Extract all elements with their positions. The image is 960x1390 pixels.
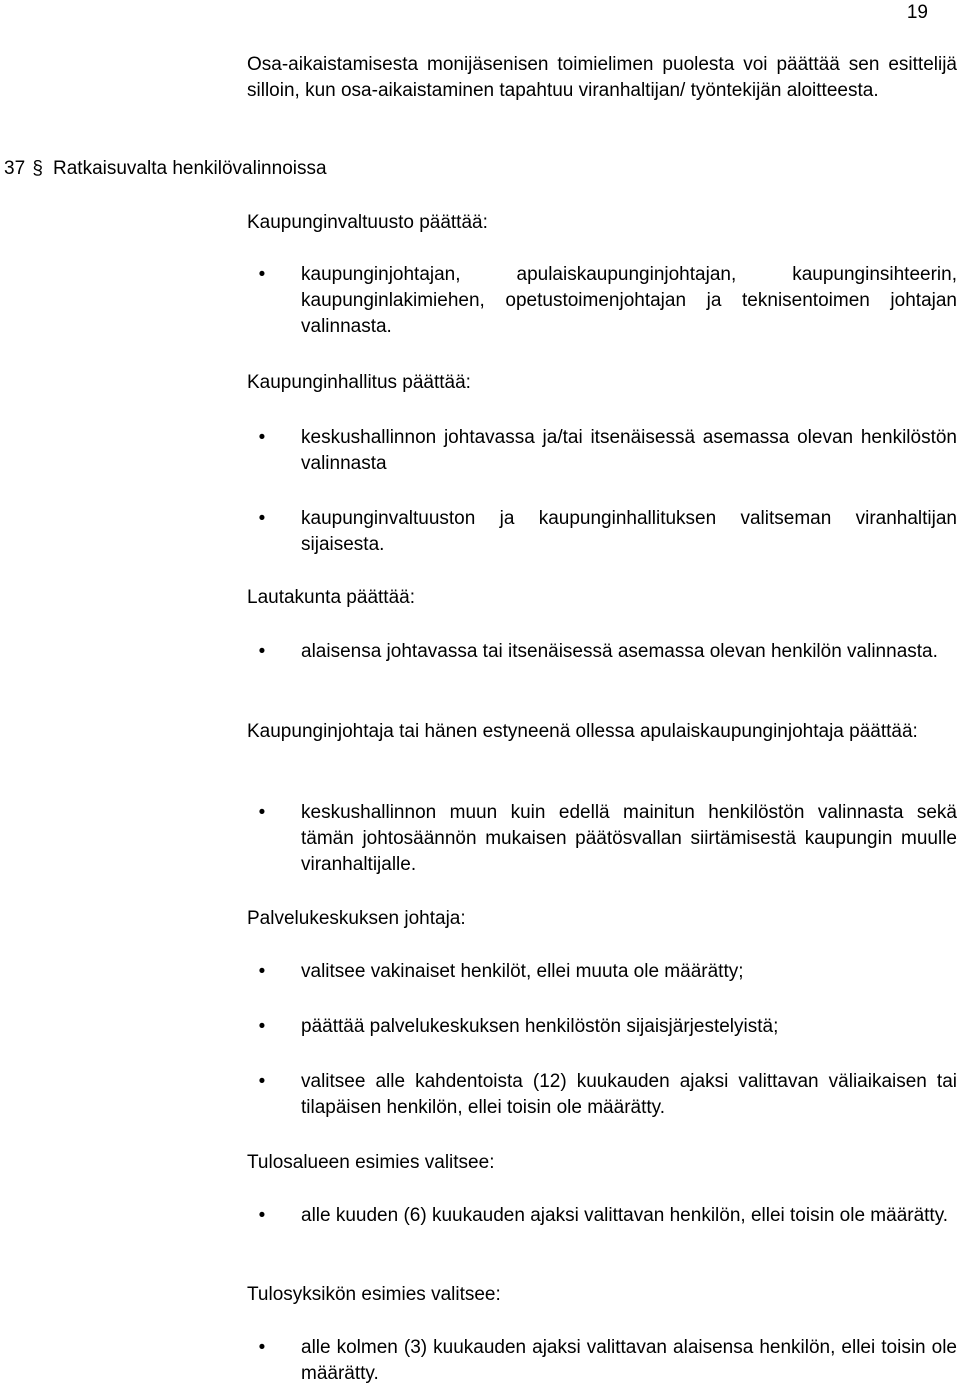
bullet-icon: • xyxy=(258,1205,266,1226)
bullet-icon: • xyxy=(258,264,266,285)
section-title: Ratkaisuvalta henkilövalinnoissa xyxy=(53,158,327,179)
list-item-text: alaisensa johtavassa tai itsenäisessä asemassa olevan henkilön valinnasta. xyxy=(301,641,938,662)
intro-paragraph: Osa-aikaistamisesta monijäsenisen toimielimen puolesta voi päättää sen esittelijä silloin, kun osa-aikaistaminen tapahtuu viranhaltijan/ työntekijän aloitteesta. xyxy=(247,54,957,101)
block-label-kaupunginvaltuusto: Kaupunginvaltuusto päättää: xyxy=(247,212,488,233)
block-label-palvelukeskuksen-johtaja: Palvelukeskuksen johtaja: xyxy=(247,908,466,929)
section-number: 37 xyxy=(4,158,26,179)
bullet-icon: • xyxy=(258,1337,266,1358)
bullet-icon: • xyxy=(258,427,266,448)
list-item-text: keskushallinnon muun kuin edellä mainitun henkilöstön valinnasta sekä tämän johtosäännön mukaisen päätösvallan siirtämisestä kaupungin muulle viranhaltijalle. xyxy=(301,802,957,875)
bullet-icon: • xyxy=(258,508,266,529)
block-label-tulosyksikon-esimies: Tulosyksikön esimies valitsee: xyxy=(247,1284,501,1305)
bullet-icon: • xyxy=(258,641,266,662)
page-number: 19 xyxy=(906,2,928,23)
list-item-text: kaupunginvaltuuston ja kaupunginhallituksen valitseman viranhaltijan sijaisesta. xyxy=(301,508,957,555)
block-label-tulosalueen-esimies: Tulosalueen esimies valitsee: xyxy=(247,1152,495,1173)
bullet-icon: • xyxy=(258,1071,266,1092)
block-label-kaupunginhallitus: Kaupunginhallitus päättää: xyxy=(247,372,471,393)
list-item-text: valitsee alle kahdentoista (12) kuukauden ajaksi valittavan väliaikaisen tai tilapäisen henkilön, ellei toisin ole määrätty. xyxy=(301,1071,957,1118)
list-item-text: alle kolmen (3) kuukauden ajaksi valittavan alaisensa henkilön, ellei toisin ole määrätty. xyxy=(301,1337,957,1384)
section-symbol: § xyxy=(32,158,43,179)
list-item-text: alle kuuden (6) kuukauden ajaksi valittavan henkilön, ellei toisin ole määrätty. xyxy=(301,1205,949,1226)
bullet-icon: • xyxy=(258,802,266,823)
list-item-text: keskushallinnon johtavassa ja/tai itsenäisessä asemassa olevan henkilöstön valinnasta xyxy=(301,427,957,474)
block-label-kaupunginjohtaja: Kaupunginjohtaja tai hänen estyneenä ollessa apulaiskaupunginjohtaja päättää: xyxy=(247,721,918,742)
bullet-icon: • xyxy=(258,1016,266,1037)
list-item-text: kaupunginjohtajan, apulaiskaupunginjohtajan, kaupunginsihteerin, kaupunginlakimiehen, opetustoimenjohtajan ja teknisentoimen johtajan valinnasta. xyxy=(301,264,957,337)
list-item-text: päättää palvelukeskuksen henkilöstön sijaisjärjestelyistä; xyxy=(301,1016,779,1037)
section-heading xyxy=(4,156,327,182)
bullet-icon: • xyxy=(258,961,266,982)
block-label-lautakunta: Lautakunta päättää: xyxy=(247,587,415,608)
list-item-text: valitsee vakinaiset henkilöt, ellei muuta ole määrätty; xyxy=(301,961,744,982)
